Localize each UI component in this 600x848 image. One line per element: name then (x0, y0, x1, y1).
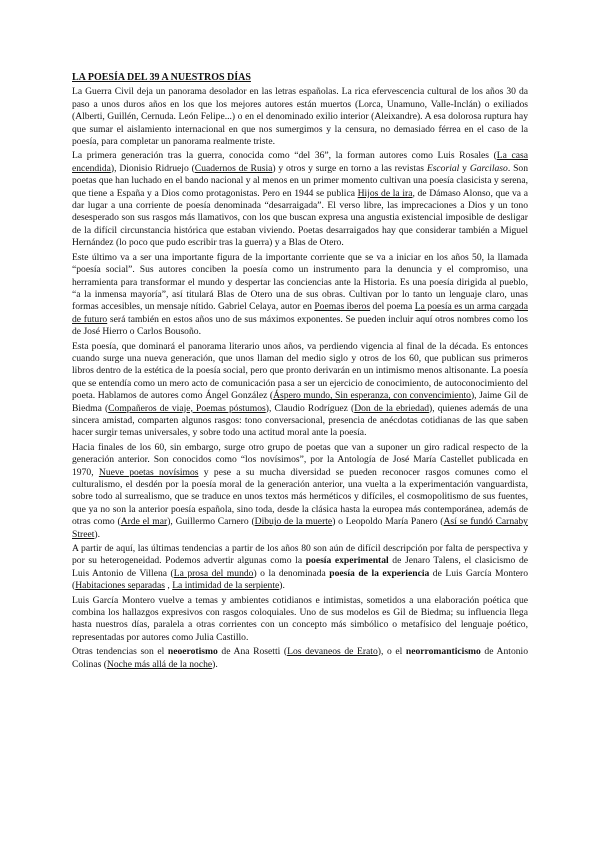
text-run: del poema (370, 301, 415, 313)
text-run: ), Dionisio Ridruejo ( (110, 162, 195, 174)
work-title: Áspero mundo, Sin esperanza, con convencimiento (273, 390, 471, 402)
document-title: LA POESÍA DEL 39 A NUESTROS DÍAS (72, 72, 251, 83)
text-run: Hacia finales de los 60, sin embargo, surge otro grupo de poetas que van a suponer un giro radical respecto de la generación anterior. Son conocidos como “los novísimos”, por la Antología de José María Castellet publicada en 1970, (72, 441, 528, 478)
journal-name: Escorial (426, 162, 460, 174)
work-title: Don de la ebriedad (354, 402, 430, 414)
work-title: Los devaneos de Erato (287, 646, 378, 658)
work-title: Arde el mar (120, 516, 168, 528)
document-page (72, 72, 528, 673)
text-run: A partir de aquí, las últimas tendencias a partir de los años 80 son aún de difícil descripción por falta de perspectiva y por su heterogeneidad. Podemos advertir algunas como la (72, 543, 528, 567)
term-emphasis: neoerotismo (167, 646, 218, 658)
text-run: ), Jaime Gil de Biedma ( (72, 390, 528, 414)
text-run: . Son poetas que han luchado en el bando nacional y al menos en un primer momento cultivan una poesía clasicista y serena, que tiene a España y a Dios como protagonistas. Pero en 1944 se publica (72, 162, 529, 199)
work-title: La prosa del mundo (173, 567, 254, 579)
term-emphasis: poesía experimental (305, 555, 389, 567)
paragraph (72, 252, 528, 339)
document-body (72, 86, 528, 671)
text-run: ). (94, 528, 100, 540)
work-title: Nueve poetas novísimos (98, 466, 199, 478)
work-title: Hijos de la ira (357, 187, 413, 199)
work-title: Así se fundó Carnaby Street (72, 516, 528, 540)
text-run: y (459, 162, 470, 174)
text-run: , (164, 580, 173, 592)
term-emphasis: neorromanticismo (405, 646, 481, 658)
text-run: La primera generación tras la guerra, conocida como “del 36”, la forman autores como Luis Rosales ( (72, 150, 497, 162)
text-run: Esta poesía, que dominará el panorama literario unos años, va perdiendo vigencia al final de la década. Es entonces cuando surge una nueva generación, que unos llaman del medio siglo y otros de los 60, que publican sus primeros libros dentro de la estética de la poesía social, pero que pronto derivarán en un intimismo menos altisonante. La poesía que se entendía como un mero acto de comunicación pasa a ser un ejercicio de conocimiento, de autoconocimiento del poeta. Hablamos de autores como Ángel González ( (72, 340, 528, 402)
text-run: Luis García Montero vuelve a temas y ambientes cotidianos e intimistas, sometidos a una elaboración poética que combina los hallazgos expresivos con rasgos coloquiales. Uno de sus modelos es Gil de Biedma; su influencia llega hasta nuestros días, paralela a otras corrientes con un concepto más simbólico o metafísico del lenguaje poético, representadas por autores como Julia Castillo. (72, 594, 528, 643)
text-run: La Guerra Civil deja un panorama desolador en las letras españolas. La rica efervescencia cultural de los años 30 da paso a unos duros años en los que los mejores autores están muertos (Lorca, Unamuno, Valle-Inclán) o exiliados (Alberti, Guillén, Cernuda. León Felipe...) o en el denominado exilio interior (Aleixandre). A esa dolorosa ruptura hay que sumar el aislamiento internacional en que nos sumergimos y la censura, no demasiado férrea en el caso de la poesía, para completar un panorama realmente triste. (72, 86, 528, 148)
paragraph (72, 543, 528, 593)
text-run: ). (212, 658, 218, 670)
work-title: Habitaciones separadas (75, 580, 165, 592)
text-run: de Jenaro Talens, el clasicismo de Luis Antonio de Villena ( (72, 555, 529, 579)
text-run: de Antonio Colinas ( (72, 646, 528, 670)
work-title: La casa encendida (72, 150, 528, 174)
work-title: Compañeros de viaje, Poemas póstumos (108, 402, 266, 414)
text-run: ). (279, 580, 285, 592)
work-title: Dibujo de la muerte (254, 516, 333, 528)
text-run: de Luis García Montero ( (72, 567, 528, 592)
text-run: ), Claudio Rodríguez ( (265, 402, 355, 414)
text-run: de Ana Rosetti ( (217, 646, 288, 658)
term-emphasis: poesía de la experiencia (329, 567, 430, 579)
work-title: La poesía es un arma cargada de futuro (72, 301, 528, 325)
work-title: La intimidad de la serpiente (172, 580, 280, 592)
text-run: , de Dámaso Alonso, que va a dar lugar a una corriente de poesía denominada “desarraigada”. El verso libre, las imprecaciones a Dios y un tono desesperado son sus rasgos más llamativos, con los que buscan expresa una angustia existencial imposible de desligar de la difícil circunstancia histórica que estaban viviendo. Poetas desarraigados hay que considerar también a Miguel Hernández (lo poco que pudo escribir tras la guerra) y a Blas de Otero. (72, 187, 528, 249)
text-run: ) y otros y surge en torno a las revistas (272, 162, 427, 174)
text-run: ) o la denominada (253, 567, 330, 579)
text-run: Otras tendencias son el (72, 646, 168, 658)
paragraph (72, 86, 528, 148)
text-run: ) o Leopoldo María Panero ( (332, 516, 444, 528)
text-run: ), Guillermo Carnero ( (167, 516, 255, 528)
paragraph (72, 646, 528, 671)
paragraph (72, 150, 528, 249)
text-run: Este último va a ser una importante figura de la importante corriente que se va a iniciar en los años 50, la llamada “poesía social”. Sus autores conciben la poesía como un instrumento para la denuncia y el compromiso, una herramienta para transformar el mundo y despertar las conciencias ante la Historia. Es una poesía dirigida al pueblo, “a la inmensa mayoría”, así titulará Blas de Otero una de sus obras. Cultivan por lo tanto un lenguaje claro, unas formas accesibles, un mensaje nítido. Gabriel Celaya, autor en (72, 251, 528, 313)
journal-name: Garcilaso (469, 162, 508, 174)
text-run: y pese a su mucha diversidad se pueden reconocer rasgos comunes como el culturalismo, el desdén por la poesía moral de la generación anterior, una vuelta a la experimentación vanguardista, sobre todo al surrealismo, que se traduce en unos textos más herméticos y difíciles, el cosmopolitismo de sus fuentes, que ya no son la anterior poesía española, sino toda, desde la clásica hasta la europea más contemporánea, además de otras como ( (72, 466, 528, 528)
paragraph (72, 442, 528, 541)
work-title: Noche más allá de la noche (106, 658, 213, 670)
paragraph (72, 595, 528, 645)
paragraph (72, 341, 528, 440)
text-run: ), o el (377, 646, 406, 658)
work-title: Poemas iberos (314, 301, 371, 313)
text-run: será también en estos años uno de sus máximos exponentes. Se pueden incluir aquí otros nombres como los de José Hierro o Carlos Bousoño. (72, 313, 528, 338)
text-run: ), quienes además de una sincera amistad, comparten algunos rasgos: tono conversacional, presencia de anécdotas cotidianas de las que saben hacer surgir temas universales, y sobre todo una actitud moral ante la poesía. (72, 402, 529, 439)
work-title: Cuadernos de Rusia (194, 162, 273, 174)
